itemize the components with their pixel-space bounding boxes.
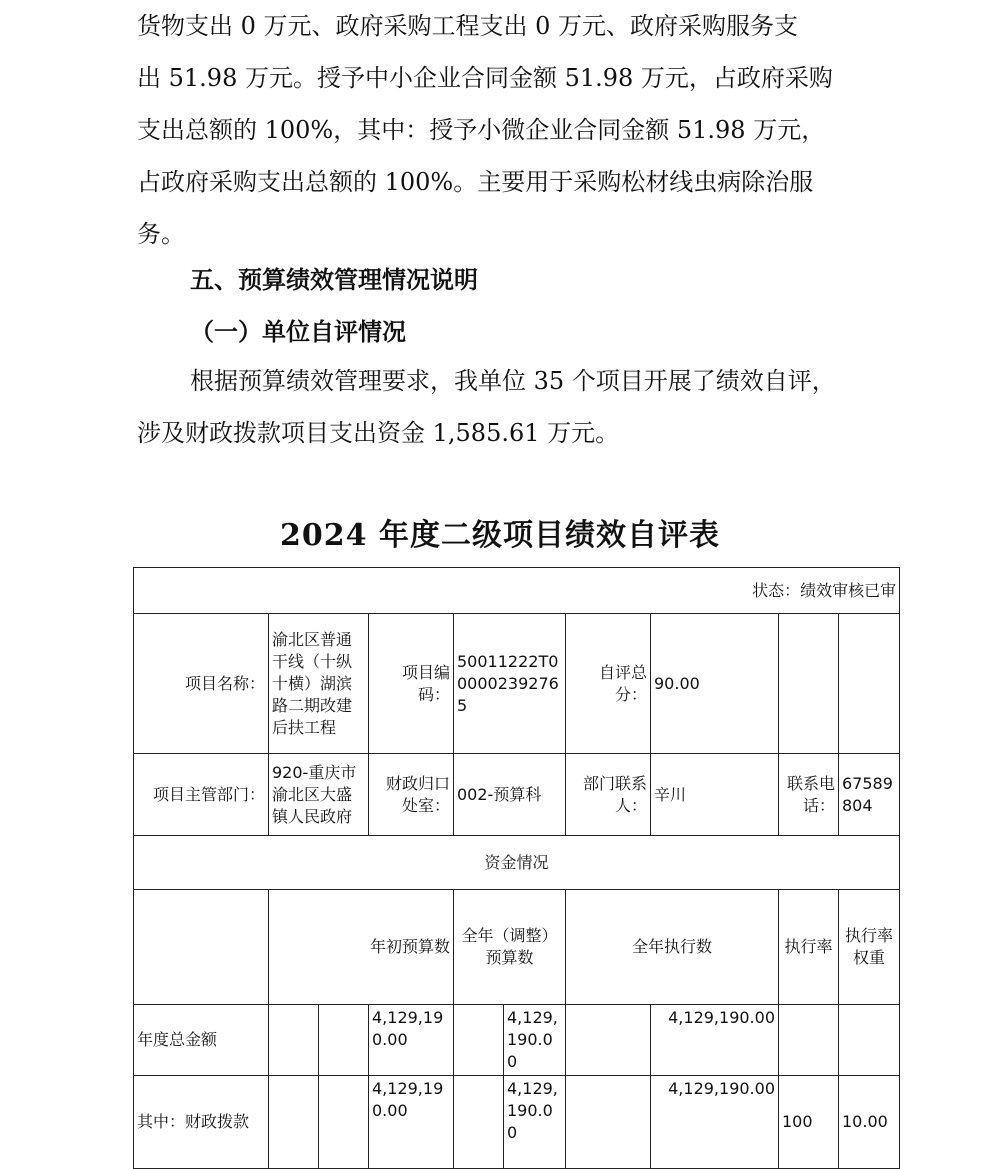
- col-weight: 执行率权重: [839, 890, 900, 1005]
- col-executed: 全年执行数: [566, 890, 779, 1005]
- contact-value: 辛川: [651, 754, 779, 836]
- row-adjusted: 4,129,190.00: [504, 1005, 566, 1076]
- col-adjusted-budget: 全年（调整）预算数: [454, 890, 566, 1005]
- col-initial-budget: 年初预算数: [269, 890, 454, 1005]
- row-executed: 4,129,190.00: [651, 1076, 779, 1169]
- empty-cell: [269, 1005, 319, 1076]
- paragraph-procurement: [137, 0, 897, 260]
- section-heading: 五、预算绩效管理情况说明: [190, 265, 478, 294]
- empty-cell: [269, 1076, 319, 1169]
- row-executed: 4,129,190.00: [651, 1005, 779, 1076]
- empty-cell: [566, 1076, 651, 1169]
- row-label: 年度总金额: [134, 1005, 269, 1076]
- row-rate: 100: [779, 1076, 839, 1169]
- empty-cell: [454, 1005, 504, 1076]
- paragraph-line: 支出总额的 100%，其中：授予小微企业合同金额 51.98 万元，: [137, 116, 826, 144]
- row-weight: [839, 1005, 900, 1076]
- paragraph-self-evaluation: [137, 355, 897, 459]
- dept-value: 920-重庆市渝北区大盛镇人民政府: [269, 754, 369, 836]
- paragraph-line: 货物支出 0 万元、政府采购工程支出 0 万元、政府采购服务支: [137, 12, 799, 40]
- row-label: 其中：财政拨款: [134, 1076, 269, 1169]
- empty-cell: [134, 890, 269, 1005]
- funds-header: 资金情况: [134, 836, 900, 890]
- empty-cell: [319, 1005, 369, 1076]
- project-code-value: 50011222T000002392765: [454, 614, 566, 754]
- empty-cell: [839, 614, 900, 754]
- row-initial: 4,129,190.00: [369, 1076, 454, 1169]
- paragraph-line: 出 51.98 万元。授予中小企业合同金额 51.98 万元，占政府采购: [137, 64, 833, 92]
- contact-label: 部门联系人：: [566, 754, 651, 836]
- row-adjusted: 4,129,190.00: [504, 1076, 566, 1169]
- paragraph-line: 占政府采购支出总额的 100%。主要用于采购松材线虫病除治服: [137, 168, 814, 196]
- empty-cell: [319, 1076, 369, 1169]
- paragraph-line: 涉及财政拨款项目支出资金 1,585.61 万元。: [137, 419, 620, 447]
- phone-label: 联系电话：: [779, 754, 839, 836]
- dept-label: 项目主管部门：: [134, 754, 269, 836]
- paragraph-line: 根据预算绩效管理要求，我单位 35 个项目开展了绩效自评，: [190, 367, 836, 395]
- row-weight: 10.00: [839, 1076, 900, 1169]
- project-name-label: 项目名称：: [134, 614, 269, 754]
- empty-cell: [566, 1005, 651, 1076]
- subsection-heading: （一）单位自评情况: [190, 317, 406, 346]
- table-title: 2024 年度二级项目绩效自评表: [280, 518, 720, 553]
- empty-cell: [454, 1076, 504, 1169]
- status-cell: 状态：绩效审核已审: [134, 568, 900, 614]
- phone-value: 67589804: [839, 754, 900, 836]
- col-rate: 执行率: [779, 890, 839, 1005]
- row-initial: 4,129,190.00: [369, 1005, 454, 1076]
- finance-office-label: 财政归口处室：: [369, 754, 454, 836]
- project-name-value: 渝北区普通干线（十纵十横）湖滨路二期改建后扶工程: [269, 614, 369, 754]
- row-rate: [779, 1005, 839, 1076]
- empty-cell: [779, 614, 839, 754]
- self-score-label: 自评总分：: [566, 614, 651, 754]
- finance-office-value: 002-预算科: [454, 754, 566, 836]
- project-code-label: 项目编码：: [369, 614, 454, 754]
- evaluation-table: [133, 567, 900, 1169]
- paragraph-line: 务。: [137, 220, 185, 248]
- self-score-value: 90.00: [651, 614, 779, 754]
